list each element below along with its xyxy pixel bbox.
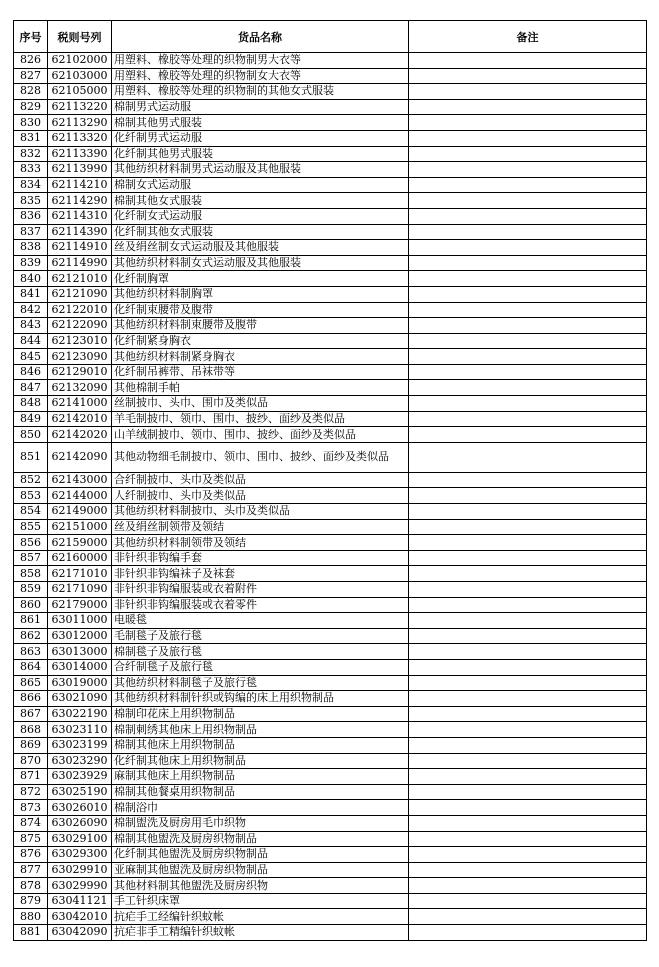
row-code-cell: 62114210: [48, 177, 112, 193]
row-seq-cell: 871: [14, 769, 48, 785]
row-name-cell: 其他纺织材料制针织或钩编的床上用织物制品: [112, 691, 409, 707]
table-row: [14, 737, 647, 753]
row-code-cell: 62129010: [48, 364, 112, 380]
row-code-cell: 62102000: [48, 53, 112, 69]
row-note-cell: [409, 769, 647, 785]
row-code-cell: 62114990: [48, 255, 112, 271]
row-seq-cell: 835: [14, 193, 48, 209]
row-code-cell: 62159000: [48, 535, 112, 551]
row-name-cell: 化纤制束腰带及腹带: [112, 302, 409, 318]
row-seq-cell: 870: [14, 753, 48, 769]
table-row: [14, 878, 647, 894]
row-name-cell: 抗疟非手工精编针织蚊帐: [112, 925, 409, 941]
row-note-cell: [409, 722, 647, 738]
row-seq-cell: 828: [14, 84, 48, 100]
row-code-cell: 63019000: [48, 675, 112, 691]
table-row: [14, 675, 647, 691]
table-row: [14, 472, 647, 488]
row-code-cell: 63025190: [48, 784, 112, 800]
row-code-cell: 62132090: [48, 380, 112, 396]
row-seq-cell: 860: [14, 597, 48, 613]
row-note-cell: [409, 847, 647, 863]
header-seq: 序号: [14, 21, 48, 53]
row-name-cell: 棉制浴巾: [112, 800, 409, 816]
header-code: 税则号列: [48, 21, 112, 53]
row-note-cell: [409, 364, 647, 380]
table-row: [14, 318, 647, 334]
row-note-cell: [409, 815, 647, 831]
row-note-cell: [409, 878, 647, 894]
row-name-cell: 丝及绢丝制领带及领结: [112, 519, 409, 535]
row-seq-cell: 855: [14, 519, 48, 535]
row-seq-cell: 829: [14, 99, 48, 115]
row-note-cell: [409, 115, 647, 131]
row-name-cell: 其他纺织材料制束腰带及腹带: [112, 318, 409, 334]
table-row: [14, 722, 647, 738]
row-code-cell: 62114290: [48, 193, 112, 209]
row-seq-cell: 863: [14, 644, 48, 660]
table-row: [14, 286, 647, 302]
row-code-cell: 62171010: [48, 566, 112, 582]
table-row: [14, 130, 647, 146]
row-name-cell: 棉制其他女式服装: [112, 193, 409, 209]
row-name-cell: 棉制刺绣其他床上用织物制品: [112, 722, 409, 738]
table-row: [14, 53, 647, 69]
row-name-cell: 用塑料、橡胶等处理的织物制的其他女式服装: [112, 84, 409, 100]
row-name-cell: 丝及绢丝制女式运动服及其他服装: [112, 240, 409, 256]
tariff-table: [13, 20, 647, 941]
row-name-cell: 棉制其他床上用织物制品: [112, 737, 409, 753]
row-note-cell: [409, 255, 647, 271]
row-note-cell: [409, 472, 647, 488]
row-seq-cell: 842: [14, 302, 48, 318]
table-row: [14, 550, 647, 566]
row-name-cell: 化纤制男式运动服: [112, 130, 409, 146]
row-seq-cell: 846: [14, 364, 48, 380]
tariff-sheet: [13, 20, 647, 941]
row-code-cell: 63023929: [48, 769, 112, 785]
table-row: [14, 84, 647, 100]
table-row: [14, 691, 647, 707]
row-seq-cell: 880: [14, 909, 48, 925]
row-seq-cell: 844: [14, 333, 48, 349]
row-note-cell: [409, 691, 647, 707]
row-name-cell: 合纤制披巾、头巾及类似品: [112, 472, 409, 488]
row-seq-cell: 851: [14, 442, 48, 472]
row-name-cell: 毛制毯子及旅行毯: [112, 628, 409, 644]
table-row: [14, 566, 647, 582]
row-note-cell: [409, 442, 647, 472]
row-code-cell: 63022190: [48, 706, 112, 722]
row-code-cell: 62142020: [48, 427, 112, 443]
table-body: [14, 53, 647, 941]
row-seq-cell: 827: [14, 68, 48, 84]
row-note-cell: [409, 271, 647, 287]
row-code-cell: 62123010: [48, 333, 112, 349]
table-row: [14, 364, 647, 380]
table-row: [14, 333, 647, 349]
row-seq-cell: 836: [14, 208, 48, 224]
row-name-cell: 羊毛制披巾、领巾、围巾、披纱、面纱及类似品: [112, 411, 409, 427]
row-seq-cell: 840: [14, 271, 48, 287]
row-note-cell: [409, 566, 647, 582]
row-name-cell: 用塑料、橡胶等处理的织物制女大衣等: [112, 68, 409, 84]
row-name-cell: 化纤制胸罩: [112, 271, 409, 287]
row-seq-cell: 838: [14, 240, 48, 256]
row-code-cell: 63029910: [48, 862, 112, 878]
row-note-cell: [409, 84, 647, 100]
row-code-cell: 63012000: [48, 628, 112, 644]
row-name-cell: 棉制其他男式服装: [112, 115, 409, 131]
row-name-cell: 合纤制毯子及旅行毯: [112, 659, 409, 675]
row-note-cell: [409, 411, 647, 427]
row-name-cell: 棉制其他盥洗及厨房织物制品: [112, 831, 409, 847]
table-row: [14, 411, 647, 427]
row-seq-cell: 831: [14, 130, 48, 146]
row-name-cell: 非针织非钩编袜子及袜套: [112, 566, 409, 582]
row-name-cell: 人纤制披巾、头巾及类似品: [112, 488, 409, 504]
row-seq-cell: 832: [14, 146, 48, 162]
row-note-cell: [409, 193, 647, 209]
table-row: [14, 504, 647, 520]
row-code-cell: 62151000: [48, 519, 112, 535]
row-note-cell: [409, 535, 647, 551]
row-seq-cell: 862: [14, 628, 48, 644]
row-seq-cell: 848: [14, 396, 48, 412]
table-row: [14, 162, 647, 178]
row-note-cell: [409, 504, 647, 520]
table-row: [14, 177, 647, 193]
row-name-cell: 其他纺织材料制胸罩: [112, 286, 409, 302]
table-row: [14, 255, 647, 271]
header-row: [14, 21, 647, 53]
row-note-cell: [409, 240, 647, 256]
header-note: 备注: [409, 21, 647, 53]
row-note-cell: [409, 784, 647, 800]
row-seq-cell: 845: [14, 349, 48, 365]
row-name-cell: 化纤制女式运动服: [112, 208, 409, 224]
row-code-cell: 62114310: [48, 208, 112, 224]
row-code-cell: 62113990: [48, 162, 112, 178]
row-code-cell: 62123090: [48, 349, 112, 365]
row-name-cell: 非针织非钩编服装或衣着附件: [112, 582, 409, 598]
row-seq-cell: 868: [14, 722, 48, 738]
row-code-cell: 63041121: [48, 893, 112, 909]
row-seq-cell: 859: [14, 582, 48, 598]
row-note-cell: [409, 318, 647, 334]
row-seq-cell: 856: [14, 535, 48, 551]
row-seq-cell: 861: [14, 613, 48, 629]
row-code-cell: 63042010: [48, 909, 112, 925]
row-code-cell: 62142090: [48, 442, 112, 472]
row-code-cell: 63011000: [48, 613, 112, 629]
row-seq-cell: 858: [14, 566, 48, 582]
row-name-cell: 其他纺织材料制披巾、头巾及类似品: [112, 504, 409, 520]
row-seq-cell: 873: [14, 800, 48, 816]
row-note-cell: [409, 380, 647, 396]
table-row: [14, 271, 647, 287]
table-row: [14, 208, 647, 224]
row-name-cell: 其他纺织材料制紧身胸衣: [112, 349, 409, 365]
row-code-cell: 63026090: [48, 815, 112, 831]
row-name-cell: 化纤制其他盥洗及厨房织物制品: [112, 847, 409, 863]
row-note-cell: [409, 706, 647, 722]
row-seq-cell: 853: [14, 488, 48, 504]
table-row: [14, 847, 647, 863]
row-seq-cell: 869: [14, 737, 48, 753]
row-seq-cell: 849: [14, 411, 48, 427]
row-code-cell: 62113390: [48, 146, 112, 162]
table-row: [14, 628, 647, 644]
table-row: [14, 909, 647, 925]
row-note-cell: [409, 675, 647, 691]
row-code-cell: 63026010: [48, 800, 112, 816]
table-row: [14, 582, 647, 598]
row-note-cell: [409, 737, 647, 753]
row-name-cell: 非针织非钩编服装或衣着零件: [112, 597, 409, 613]
row-name-cell: 其他动物细毛制披巾、领巾、围巾、披纱、面纱及类似品: [112, 442, 409, 472]
row-seq-cell: 847: [14, 380, 48, 396]
table-row: [14, 488, 647, 504]
table-row: [14, 99, 647, 115]
row-note-cell: [409, 177, 647, 193]
row-name-cell: 山羊绒制披巾、领巾、围巾、披纱、面纱及类似品: [112, 427, 409, 443]
table-row: [14, 862, 647, 878]
table-row: [14, 302, 647, 318]
row-seq-cell: 867: [14, 706, 48, 722]
table-row: [14, 427, 647, 443]
row-name-cell: 用塑料、橡胶等处理的织物制男大衣等: [112, 53, 409, 69]
row-name-cell: 麻制其他床上用织物制品: [112, 769, 409, 785]
row-note-cell: [409, 53, 647, 69]
row-code-cell: 62113290: [48, 115, 112, 131]
row-note-cell: [409, 333, 647, 349]
row-code-cell: 62141000: [48, 396, 112, 412]
row-note-cell: [409, 862, 647, 878]
row-code-cell: 62149000: [48, 504, 112, 520]
row-note-cell: [409, 349, 647, 365]
row-seq-cell: 830: [14, 115, 48, 131]
table-row: [14, 535, 647, 551]
table-row: [14, 396, 647, 412]
row-note-cell: [409, 597, 647, 613]
row-note-cell: [409, 162, 647, 178]
row-seq-cell: 850: [14, 427, 48, 443]
table-row: [14, 815, 647, 831]
row-name-cell: 抗疟手工经编针织蚊帐: [112, 909, 409, 925]
table-row: [14, 349, 647, 365]
row-code-cell: 63021090: [48, 691, 112, 707]
row-seq-cell: 826: [14, 53, 48, 69]
row-code-cell: 62113220: [48, 99, 112, 115]
table-row: [14, 706, 647, 722]
row-name-cell: 化纤制紧身胸衣: [112, 333, 409, 349]
row-note-cell: [409, 893, 647, 909]
row-note-cell: [409, 224, 647, 240]
row-seq-cell: 834: [14, 177, 48, 193]
row-code-cell: 62171090: [48, 582, 112, 598]
row-note-cell: [409, 488, 647, 504]
table-row: [14, 68, 647, 84]
row-name-cell: 其他纺织材料制男式运动服及其他服装: [112, 162, 409, 178]
table-row: [14, 597, 647, 613]
row-code-cell: 62179000: [48, 597, 112, 613]
table-row: [14, 893, 647, 909]
table-row: [14, 146, 647, 162]
row-name-cell: 手工针织床罩: [112, 893, 409, 909]
row-note-cell: [409, 130, 647, 146]
table-row: [14, 659, 647, 675]
row-name-cell: 其他纺织材料制女式运动服及其他服装: [112, 255, 409, 271]
table-row: [14, 240, 647, 256]
table-row: [14, 784, 647, 800]
row-code-cell: 63023110: [48, 722, 112, 738]
row-name-cell: 化纤制其他男式服装: [112, 146, 409, 162]
row-code-cell: 63029100: [48, 831, 112, 847]
row-name-cell: 其他纺织材料制毯子及旅行毯: [112, 675, 409, 691]
row-name-cell: 化纤制其他女式服装: [112, 224, 409, 240]
row-seq-cell: 866: [14, 691, 48, 707]
table-row: [14, 613, 647, 629]
row-code-cell: 62121010: [48, 271, 112, 287]
row-name-cell: 电暖毯: [112, 613, 409, 629]
row-note-cell: [409, 644, 647, 660]
row-note-cell: [409, 582, 647, 598]
row-note-cell: [409, 302, 647, 318]
row-note-cell: [409, 753, 647, 769]
row-name-cell: 亚麻制其他盥洗及厨房织物制品: [112, 862, 409, 878]
row-seq-cell: 877: [14, 862, 48, 878]
row-note-cell: [409, 146, 647, 162]
row-code-cell: 62143000: [48, 472, 112, 488]
row-name-cell: 其他棉制手帕: [112, 380, 409, 396]
row-code-cell: 63029300: [48, 847, 112, 863]
table-row: [14, 224, 647, 240]
table-row: [14, 769, 647, 785]
row-code-cell: 62142010: [48, 411, 112, 427]
table-row: [14, 115, 647, 131]
row-note-cell: [409, 831, 647, 847]
row-note-cell: [409, 519, 647, 535]
table-row: [14, 519, 647, 535]
row-note-cell: [409, 208, 647, 224]
row-name-cell: 棉制女式运动服: [112, 177, 409, 193]
row-seq-cell: 879: [14, 893, 48, 909]
table-row: [14, 193, 647, 209]
row-seq-cell: 839: [14, 255, 48, 271]
row-seq-cell: 864: [14, 659, 48, 675]
row-code-cell: 63029990: [48, 878, 112, 894]
row-seq-cell: 878: [14, 878, 48, 894]
table-row: [14, 800, 647, 816]
row-code-cell: 63014000: [48, 659, 112, 675]
row-code-cell: 62113320: [48, 130, 112, 146]
row-note-cell: [409, 925, 647, 941]
row-code-cell: 62105000: [48, 84, 112, 100]
row-note-cell: [409, 800, 647, 816]
row-code-cell: 62114390: [48, 224, 112, 240]
row-code-cell: 62114910: [48, 240, 112, 256]
row-note-cell: [409, 99, 647, 115]
row-note-cell: [409, 909, 647, 925]
row-name-cell: 棉制男式运动服: [112, 99, 409, 115]
row-note-cell: [409, 550, 647, 566]
row-name-cell: 棉制印花床上用织物制品: [112, 706, 409, 722]
table-row: [14, 644, 647, 660]
row-code-cell: 63023290: [48, 753, 112, 769]
row-seq-cell: 841: [14, 286, 48, 302]
row-code-cell: 63023199: [48, 737, 112, 753]
row-code-cell: 62122090: [48, 318, 112, 334]
row-name-cell: 化纤制其他床上用织物制品: [112, 753, 409, 769]
row-note-cell: [409, 628, 647, 644]
row-code-cell: 62122010: [48, 302, 112, 318]
table-row: [14, 442, 647, 472]
row-name-cell: 棉制盥洗及厨房用毛巾织物: [112, 815, 409, 831]
row-seq-cell: 833: [14, 162, 48, 178]
row-name-cell: 非针织非钩编手套: [112, 550, 409, 566]
row-name-cell: 其他纺织材料制领带及领结: [112, 535, 409, 551]
row-note-cell: [409, 613, 647, 629]
row-note-cell: [409, 396, 647, 412]
row-code-cell: 62160000: [48, 550, 112, 566]
row-code-cell: 63013000: [48, 644, 112, 660]
row-name-cell: 棉制其他餐桌用织物制品: [112, 784, 409, 800]
row-name-cell: 化纤制吊裤带、吊袜带等: [112, 364, 409, 380]
row-seq-cell: 854: [14, 504, 48, 520]
row-seq-cell: 865: [14, 675, 48, 691]
table-row: [14, 925, 647, 941]
header-name: 货品名称: [112, 21, 409, 53]
row-seq-cell: 872: [14, 784, 48, 800]
row-note-cell: [409, 68, 647, 84]
row-note-cell: [409, 286, 647, 302]
row-seq-cell: 874: [14, 815, 48, 831]
row-name-cell: 棉制毯子及旅行毯: [112, 644, 409, 660]
row-name-cell: 其他材料制其他盥洗及厨房织物: [112, 878, 409, 894]
row-seq-cell: 843: [14, 318, 48, 334]
row-note-cell: [409, 659, 647, 675]
table-row: [14, 380, 647, 396]
row-seq-cell: 837: [14, 224, 48, 240]
row-code-cell: 62121090: [48, 286, 112, 302]
row-seq-cell: 875: [14, 831, 48, 847]
table-row: [14, 831, 647, 847]
row-seq-cell: 881: [14, 925, 48, 941]
table-row: [14, 753, 647, 769]
row-code-cell: 63042090: [48, 925, 112, 941]
row-seq-cell: 852: [14, 472, 48, 488]
row-name-cell: 丝制披巾、头巾、围巾及类似品: [112, 396, 409, 412]
row-seq-cell: 876: [14, 847, 48, 863]
row-note-cell: [409, 427, 647, 443]
row-code-cell: 62144000: [48, 488, 112, 504]
row-seq-cell: 857: [14, 550, 48, 566]
row-code-cell: 62103000: [48, 68, 112, 84]
